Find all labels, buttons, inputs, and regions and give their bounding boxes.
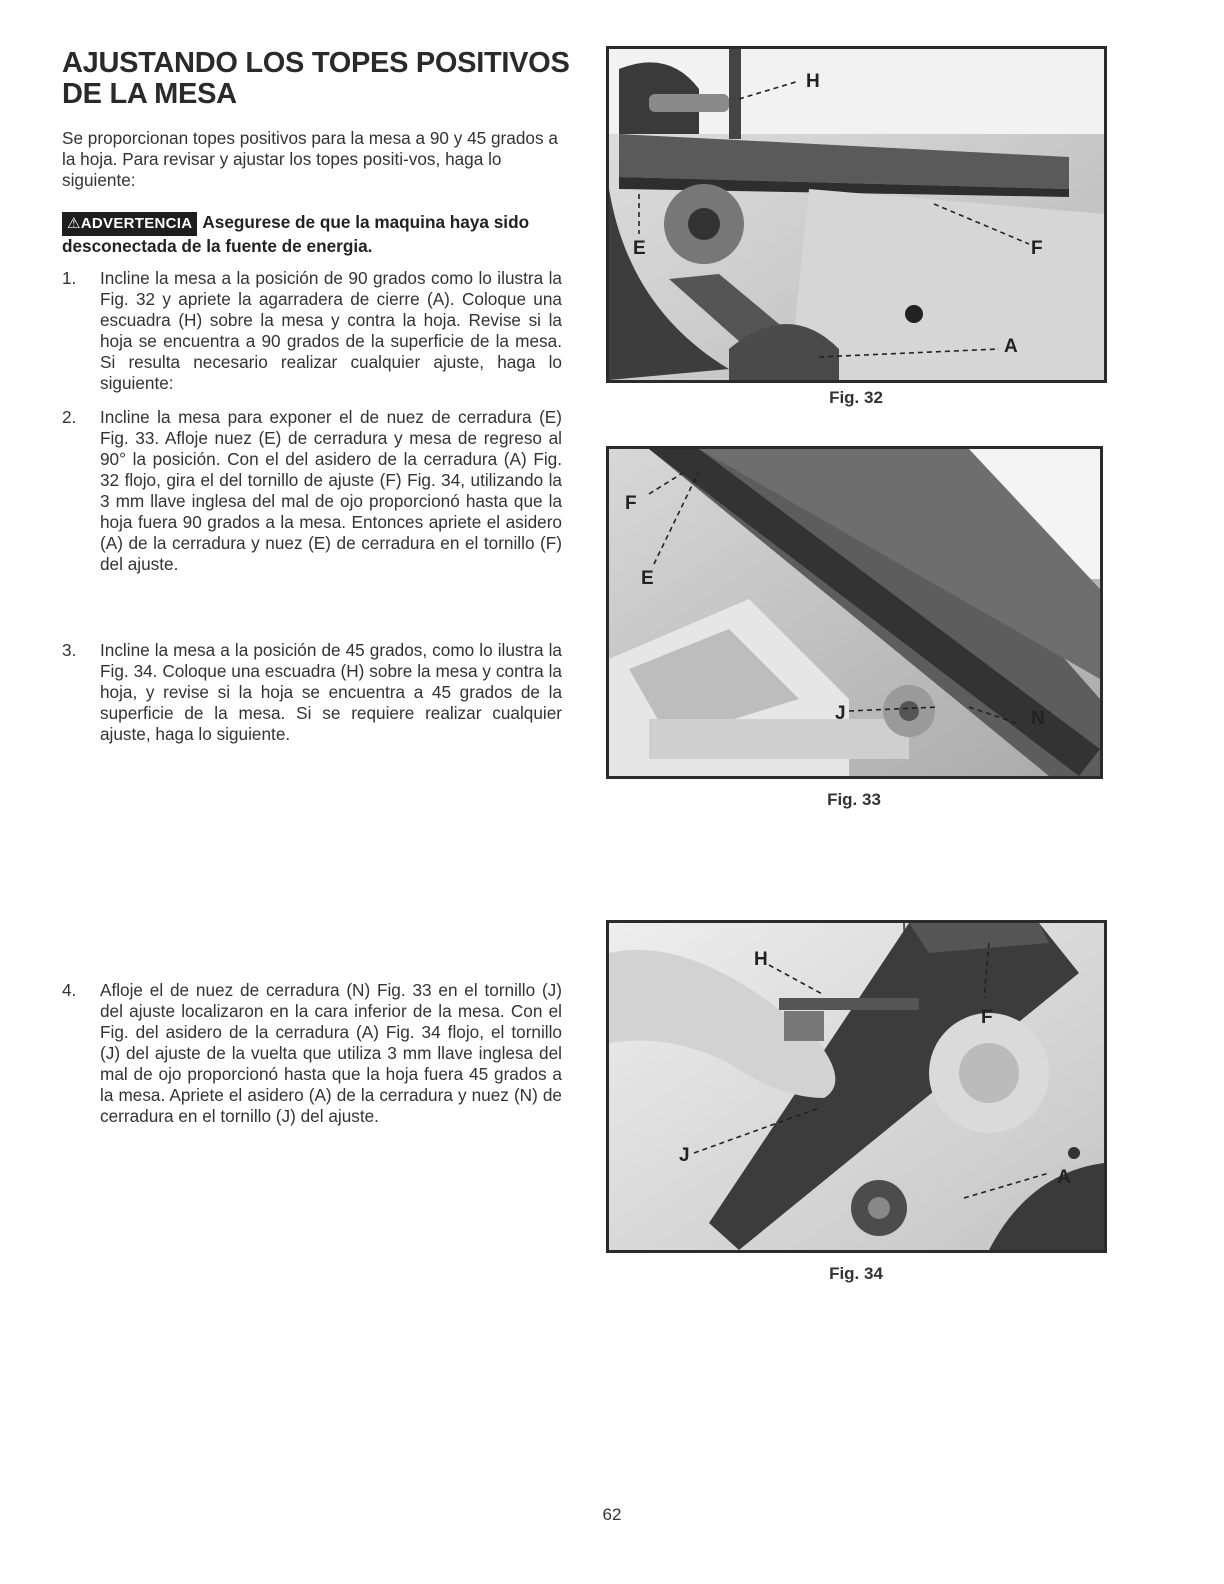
warning-badge: ⚠ADVERTENCIA bbox=[62, 212, 197, 236]
label-h: H bbox=[754, 949, 768, 970]
label-j: J bbox=[835, 703, 846, 724]
warning-block bbox=[62, 212, 562, 257]
step-text: Incline la mesa para exponer el de nuez de cerradura (E) Fig. 33. Afloje nuez (E) de cerradura y mesa de regreso al 90° la posición. Con el del asidero de la cerradura (A) Fig. 32 flojo, gira el del tornillo de ajuste (F) Fig. 34, utilizando la 3 mm llave inglesa del mal de ojo proporcionó hasta que la hoja fuera 90 grados a la mesa. Entonces apriete el asidero (A) de la cerradura y nuez (E) de cerradura en el tornillo (F) del ajuste. bbox=[100, 407, 562, 574]
step-1 bbox=[62, 268, 562, 394]
label-f: F bbox=[1031, 238, 1043, 259]
label-a: A bbox=[1004, 336, 1018, 357]
label-e: E bbox=[633, 238, 646, 259]
step-3 bbox=[62, 640, 562, 745]
page-number: 62 bbox=[602, 1505, 622, 1524]
figure-34-photo bbox=[606, 920, 1107, 1253]
figure-34-caption: Fig. 34 bbox=[829, 1264, 883, 1283]
step-2 bbox=[62, 407, 562, 575]
figure-32-caption: Fig. 32 bbox=[829, 388, 883, 407]
figure-33-photo bbox=[606, 446, 1103, 779]
label-e: E bbox=[641, 568, 654, 589]
label-n: N bbox=[1031, 708, 1045, 729]
warning-text: Asegurese de que la maquina haya sido desconectada de la fuente de energia. bbox=[62, 212, 530, 256]
step-number: 3. bbox=[62, 640, 77, 660]
page-title: AJUSTANDO LOS TOPES POSITIVOS DE LA MESA bbox=[62, 47, 570, 110]
label-f: F bbox=[981, 1007, 993, 1028]
step-text: Afloje el de nuez de cerradura (N) Fig. 33 en el tornillo (J) del ajuste localizaron en la cara inferior de la mesa. Con el Fig. del asidero de la cerradura (A) Fig. 34 flojo, el tornillo (J) del ajuste de la vuelta que utiliza 3 mm llave inglesa del mal de ojo proporcionó hasta que la hoja fuera 45 grados a la mesa. Apriete el asidero (A) de la cerradura y nuez (N) de cerradura en el tornillo (J) del ajuste. bbox=[100, 980, 562, 1126]
step-text: Incline la mesa a la posición de 45 grados, como lo ilustra la Fig. 34. Coloque una escuadra (H) sobre la mesa y contra la hoja, y revise si la hoja se encuentra a 45 grados de la superficie de la mesa. Si se requiere realizar cualquier ajuste, haga lo siguiente. bbox=[100, 640, 562, 744]
label-j: J bbox=[679, 1145, 690, 1166]
step-4 bbox=[62, 980, 562, 1127]
label-h: H bbox=[806, 71, 820, 92]
step-number: 1. bbox=[62, 268, 77, 288]
label-f: F bbox=[625, 493, 637, 514]
intro-paragraph: Se proporcionan topes positivos para la mesa a 90 y 45 grados a la hoja. Para revisar y ajustar los topes positi-vos, haga lo siguiente: bbox=[62, 128, 558, 190]
figure-33-caption: Fig. 33 bbox=[827, 790, 881, 809]
label-a: A bbox=[1057, 1167, 1071, 1188]
step-number: 4. bbox=[62, 980, 77, 1000]
step-number: 2. bbox=[62, 407, 77, 427]
step-text: Incline la mesa a la posición de 90 grados como lo ilustra la Fig. 32 y apriete la agarradera de cierre (A). Coloque una escuadra (H) sobre la mesa y contra la hoja. Revise si la hoja se encuentra a 90 grados de la superficie de la mesa. Si resulta necesario realizar cualquier ajuste, haga lo siguiente: bbox=[100, 268, 562, 393]
figure-32-photo bbox=[606, 46, 1107, 383]
